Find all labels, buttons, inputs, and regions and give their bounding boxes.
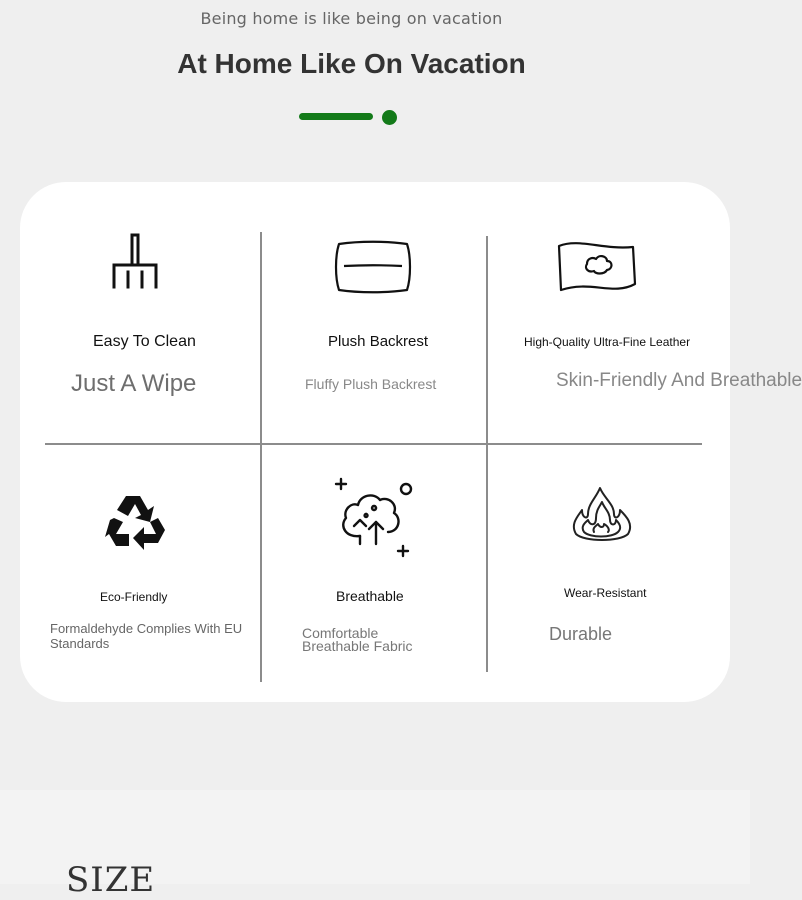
feature-description: Just A Wipe <box>71 370 197 397</box>
grid-divider-vertical-1 <box>260 232 262 682</box>
feature-title: High-Quality Ultra-Fine Leather <box>524 335 691 349</box>
feature-description: Durable <box>549 624 613 644</box>
section-subtitle: Being home is like being on vacation <box>200 9 503 28</box>
feature-title: Plush Backrest <box>328 333 429 350</box>
feature-description-line-1: Comfortable <box>302 625 379 641</box>
pillow-icon <box>333 240 413 294</box>
feature-description: Fluffy Plush Backrest <box>305 376 437 392</box>
breathable-trees-icon <box>334 476 416 560</box>
flame-resistant-icon <box>570 486 634 544</box>
section-title: At Home Like On Vacation <box>177 48 526 79</box>
recycle-icon <box>104 488 170 554</box>
title-underline-bar <box>299 113 373 120</box>
feature-title: Wear-Resistant <box>564 586 647 600</box>
grid-divider-vertical-2 <box>486 236 488 672</box>
grid-divider-horizontal <box>45 443 702 445</box>
feature-title: Breathable <box>336 588 404 604</box>
feature-description-line-2: Breathable Fabric <box>302 638 413 654</box>
feature-description-line-1: Formaldehyde Complies With EU <box>50 621 243 636</box>
features-card <box>20 182 802 702</box>
feature-title: Eco-Friendly <box>100 590 168 604</box>
leather-hide-icon <box>557 240 637 294</box>
size-section-heading: SIZE <box>66 860 156 900</box>
feature-title: Easy To Clean <box>93 333 196 350</box>
cleaning-brush-icon <box>108 232 162 290</box>
feature-description-line-2: Standards <box>50 636 110 651</box>
title-underline-dot <box>382 110 397 125</box>
feature-description: Skin-Friendly And Breathable <box>556 370 802 391</box>
